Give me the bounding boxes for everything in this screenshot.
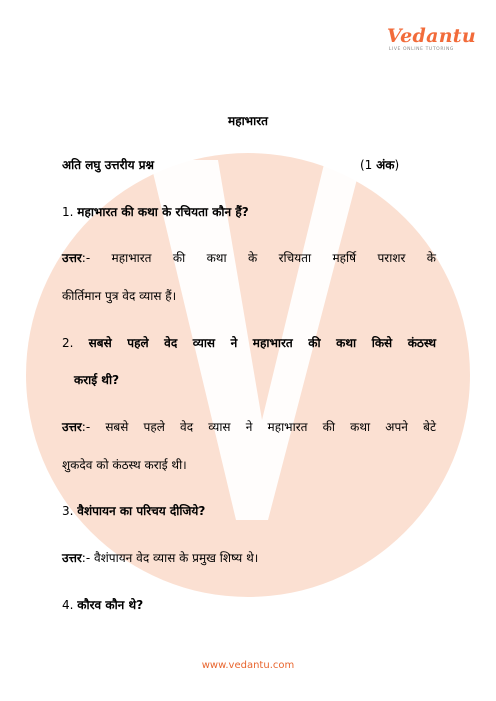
answer-2-line-1 bbox=[62, 418, 436, 435]
question-2-line-2: कराई थी? bbox=[74, 373, 120, 387]
answer-text: :- महाभारत की कथा के रचियता महर्षि पराशर के bbox=[81, 251, 436, 265]
logo-tagline: LIVE ONLINE TUTORING bbox=[388, 47, 455, 52]
question-text: महाभारत की कथा के रचियता कौन हैं? bbox=[77, 205, 249, 219]
question-number: 1. bbox=[62, 205, 74, 219]
question-1 bbox=[62, 203, 436, 220]
vedantu-logo bbox=[387, 26, 476, 52]
answer-3 bbox=[62, 549, 436, 566]
page-title: महाभारत bbox=[228, 114, 268, 128]
answer-1-line-1 bbox=[62, 249, 436, 266]
answer-text: :- वैशंपायन वेद व्यास के प्रमुख शिष्य थे। bbox=[81, 551, 259, 565]
marks-label: अंक bbox=[376, 158, 395, 172]
answer-label: उत्तर bbox=[62, 251, 82, 265]
question-3 bbox=[62, 502, 436, 519]
section-heading: अति लघु उत्तरीय प्रश्न bbox=[62, 158, 155, 172]
question-number: 3. bbox=[62, 504, 74, 518]
marks-open: (1 bbox=[360, 158, 377, 172]
question-text: कौरव कौन थे? bbox=[77, 598, 144, 612]
answer-1-line-2: कीर्तिमान पुत्र वेद व्यास हैं। bbox=[62, 289, 177, 303]
answer-label: उत्तर bbox=[62, 420, 82, 434]
question-2-line-1 bbox=[62, 334, 436, 351]
question-text: सबसे पहले वेद व्यास ने महाभारत की कथा किसे कंठस्थ bbox=[88, 336, 436, 350]
question-4 bbox=[62, 596, 436, 613]
logo-wordmark: Vedantu bbox=[386, 25, 476, 47]
footer-url-link[interactable]: www.vedantu.com bbox=[201, 660, 295, 671]
question-number: 2. bbox=[62, 336, 74, 350]
section-marks bbox=[360, 156, 399, 173]
question-number: 4. bbox=[62, 598, 74, 612]
question-text: वैशंपायन का परिचय दीजिये? bbox=[77, 504, 206, 518]
answer-2-line-2: शुकदेव को कंठस्थ कराई थी। bbox=[62, 458, 187, 472]
marks-close: ) bbox=[394, 158, 400, 172]
answer-text: :- सबसे पहले वेद व्यास ने महाभारत की कथा अपने बेटे bbox=[81, 420, 436, 434]
answer-label: उत्तर bbox=[62, 551, 82, 565]
